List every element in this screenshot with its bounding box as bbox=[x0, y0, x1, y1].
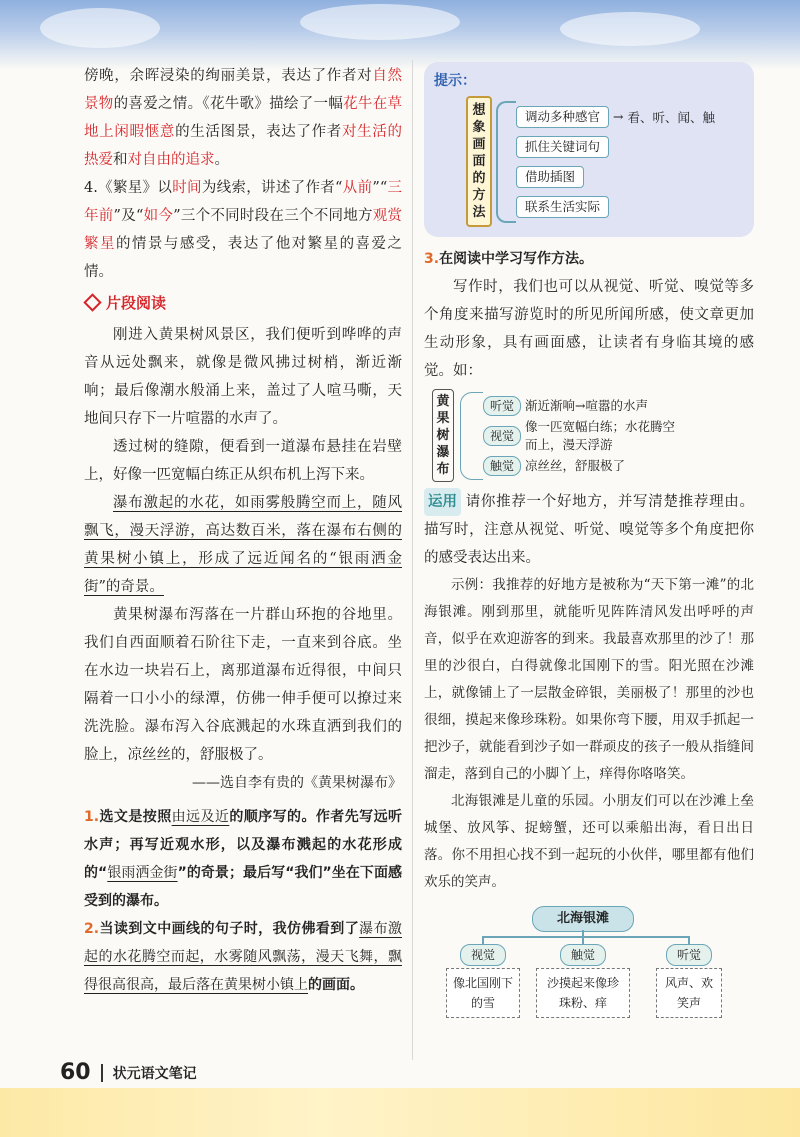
hint-senses: 看、听、闻、触 bbox=[627, 109, 716, 125]
sense-tree bbox=[432, 389, 754, 482]
hint-item: 调动多种感官 bbox=[516, 106, 609, 128]
tree-tag: 视觉 bbox=[483, 426, 521, 446]
question-2: 2.当读到文中画线的句子时，我仿佛看到了瀑布激起的水花腾空而起，水雾随风飘荡，漫天飞舞，飘得很高很高，最后落在黄果树小镇上的画面。 bbox=[84, 921, 403, 993]
right-column bbox=[424, 62, 754, 1010]
section-title: 片段阅读 bbox=[84, 292, 402, 313]
section-3-title: 3.在阅读中学习写作方法。 bbox=[424, 251, 594, 267]
hint-title: 提示： bbox=[434, 73, 476, 89]
brace bbox=[460, 392, 483, 480]
left-column bbox=[84, 62, 402, 999]
map-tag: 视觉 bbox=[460, 944, 506, 966]
map-line bbox=[482, 936, 484, 944]
reading-paragraph: 透过树的缝隙，便看到一道瀑布悬挂在岩壁上，好像一匹宽幅白练正从织布机上泻下来。 bbox=[84, 439, 402, 483]
summary-paragraph-3: 傍晚，余晖浸染的绚丽美景，表达了作者对自然景物的喜爱之情。《花牛歌》描绘了一幅花牛在草地上闲暇惬意的生活图景，表达了作者对生活的热爱和对自由的追求。 bbox=[84, 68, 403, 168]
diamond-icon bbox=[83, 293, 101, 311]
map-tag: 听觉 bbox=[666, 944, 712, 966]
footer-band bbox=[0, 1088, 800, 1137]
example-paragraph: 北海银滩是儿童的乐园。小朋友们可以在沙滩上垒城堡、放风筝、捉螃蟹，还可以乘船出海，看日出日落。你不用担心找不到一起玩的小伙伴，哪里都有他们欢乐的笑声。 bbox=[424, 793, 754, 890]
tree-text: 凉丝丝，舒服极了 bbox=[525, 457, 626, 473]
apply-paragraph: 运用 请你推荐一个好地方，并写清楚推荐理由。描写时，注意从视觉、听觉、嗅觉等多个角度把你的感受表达出来。 bbox=[424, 488, 754, 572]
hint-item: 抓住关键词句 bbox=[516, 136, 609, 158]
brace bbox=[496, 101, 516, 223]
hint-vertical-label: 想象画面的方法 bbox=[466, 96, 492, 227]
hint-box bbox=[424, 62, 754, 237]
question-1: 1.选文是按照由远及近的顺序写的。作者先写远听水声；再写近观水形，以及瀑布溅起的水花形成的“银雨洒金街”的奇景；最后写“我们”坐在下面感受到的瀑布。 bbox=[84, 809, 403, 909]
cloud bbox=[300, 4, 460, 40]
page-footer bbox=[60, 1060, 197, 1085]
section-3-paragraph: 写作时，我们也可以从视觉、听觉、嗅觉等多个角度来描写游览时的所见所闻所感，使文章更加生动形象，具有画面感，让读者有身临其境的感觉。如： bbox=[424, 279, 754, 379]
tree-text: 渐近渐响→喧嚣的水声 bbox=[525, 397, 648, 413]
reading-paragraph: 黄果树瀑布泻落在一片群山环抱的谷地里。我们自西面顺着石阶往下走，一直来到谷底。坐在水边一块岩石上，离那道瀑布近得很，中间只隔着一口小小的绿潭，仿佛一伸手便可以撩过来洗洗脸。瀑布泻入谷底溅起的水珠直洒到我们的脸上，凉丝丝的，舒服极了。 bbox=[84, 607, 402, 763]
reading-paragraph: 刚进入黄果树风景区，我们便听到哗哗的声音从远处飘来，就像是微风拂过树梢，渐近渐响；最后像潮水般涌上来，盖过了人喧马嘶，天地间只存下一片喧嚣的水声了。 bbox=[84, 327, 402, 427]
example-paragraph: 示例：我推荐的好地方是被称为“天下第一滩”的北海银滩。刚到那里，就能听见阵阵清风发出呼呼的声音，似乎在欢迎游客的到来。我最喜欢那里的沙了！那里的沙很白，白得就像北国刚下的雪。阳光照在沙滩上，就像铺上了一层散金碎银，美丽极了！那里的沙也很细，摸起来像珍珠粉。如果你弯下腰，用双手抓起一把沙子，就能看到沙子如一群顽皮的孩子一般从指缝间溜走，落到自己的小脚丫上，痒得你咯咯笑。 bbox=[424, 577, 754, 782]
concept-map bbox=[424, 900, 754, 1010]
tree-text: 像一匹宽幅白练；水花腾空而上，漫天浮游 bbox=[525, 418, 676, 452]
map-title: 北海银滩 bbox=[532, 906, 634, 932]
summary-paragraph-4: 4.《繁星》以时间为线索，讲述了作者“从前”“三年前”及“如今”三个不同时段在三个不同地方观赏繁星的情景与感受，表达了他对繁星的喜爱之情。 bbox=[84, 180, 403, 280]
cloud bbox=[40, 8, 160, 48]
column-divider bbox=[412, 60, 413, 1060]
source-citation: ——选自李有贵的《黄果树瀑布》 bbox=[192, 775, 402, 791]
map-line bbox=[688, 936, 690, 944]
footer-divider bbox=[101, 1064, 103, 1082]
map-tag: 触觉 bbox=[560, 944, 606, 966]
header-sky-band bbox=[0, 0, 800, 70]
hint-item: 借助插图 bbox=[516, 166, 584, 188]
map-box: 风声、欢笑声 bbox=[656, 968, 722, 1018]
tree-root: 黄果树瀑布 bbox=[432, 389, 454, 482]
map-box: 沙摸起来像珍珠粉、痒 bbox=[536, 968, 630, 1018]
map-line bbox=[582, 936, 584, 944]
hint-arrow: → bbox=[613, 109, 624, 124]
underlined-paragraph: 瀑布激起的水花，如雨雾般腾空而上，随风飘飞，漫天浮游，高达数百米，落在瀑布右侧的黄果树小镇上，形成了远近闻名的“银雨洒金街”的奇景。 bbox=[84, 495, 402, 595]
book-title: 状元语文笔记 bbox=[112, 1065, 197, 1082]
tree-tag: 听觉 bbox=[483, 396, 521, 416]
page-number: 60 bbox=[60, 1060, 91, 1085]
tree-tag: 触觉 bbox=[483, 456, 521, 476]
cloud bbox=[560, 12, 700, 46]
apply-label: 运用 bbox=[424, 488, 461, 516]
map-line bbox=[482, 936, 688, 938]
map-box: 像北国刚下的雪 bbox=[446, 968, 520, 1018]
hint-item: 联系生活实际 bbox=[516, 196, 609, 218]
